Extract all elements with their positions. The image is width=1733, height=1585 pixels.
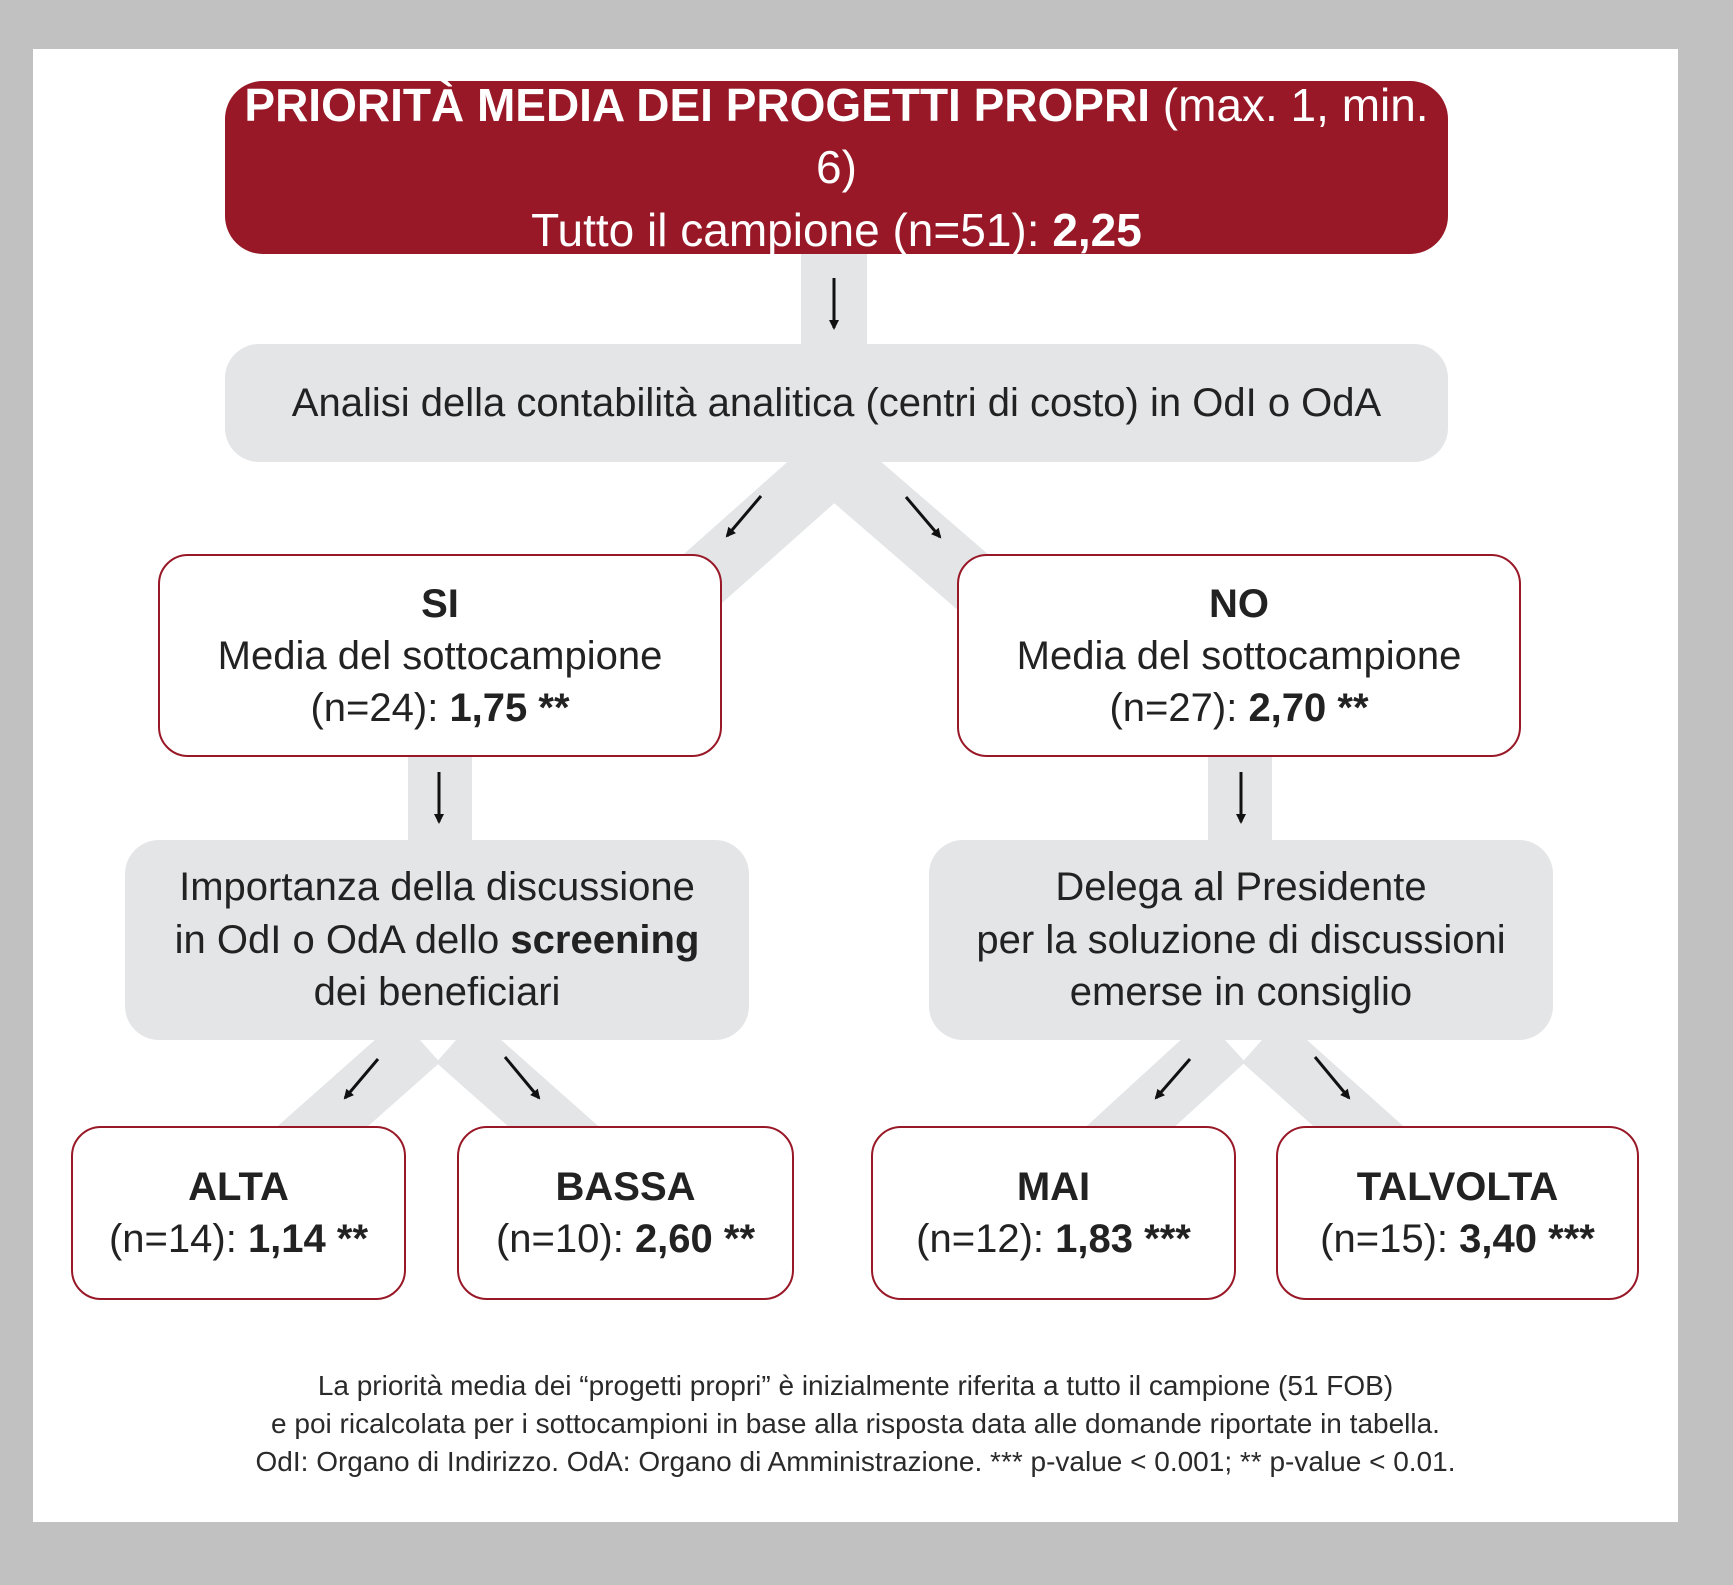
- leaf-talvolta-box: [1276, 1126, 1639, 1300]
- branch-no-label: NO: [1209, 581, 1269, 626]
- leaf-alta-n: (n=14):: [108, 1217, 237, 1261]
- branch-si-value: 1,75 **: [449, 685, 570, 730]
- root-sample-line: [531, 199, 1142, 261]
- branch-si-n: (n=24):: [310, 685, 439, 730]
- root-sample-value: 2,25: [1052, 203, 1142, 256]
- question-1-box: [225, 344, 1448, 462]
- question-3-line3: emerse in consiglio: [1069, 970, 1413, 1015]
- branch-si-label: SI: [421, 581, 459, 626]
- question-3-line1: Delega al Presidente: [1055, 864, 1427, 909]
- branch-no-value: 2,70 **: [1248, 685, 1369, 730]
- leaf-mai-n: (n=12):: [916, 1217, 1045, 1261]
- question-3-box: [929, 840, 1553, 1040]
- leaf-mai-result: [916, 1213, 1191, 1265]
- question-2-line2: [175, 914, 700, 967]
- question-2-line2-bold: screening: [510, 917, 700, 962]
- leaf-talvolta-value: 3,40 ***: [1459, 1217, 1595, 1261]
- branch-si-box: [158, 554, 722, 757]
- footnote-line3: OdI: Organo di Indirizzo. OdA: Organo di Amministrazione. *** p-value < 0.001; ** p-value < 0.01.: [255, 1446, 1456, 1478]
- leaf-bassa-label: BASSA: [555, 1165, 696, 1209]
- footnote-line2: e poi ricalcolata per i sottocampioni in base alla risposta data alle domande riportate in tabella.: [271, 1408, 1440, 1440]
- branch-si-result: [310, 682, 569, 734]
- leaf-bassa-result: [496, 1213, 755, 1265]
- leaf-talvolta-n: (n=15):: [1320, 1217, 1449, 1261]
- leaf-alta-box: [71, 1126, 406, 1300]
- branch-no-subtitle: Media del sottocampione: [1016, 633, 1462, 678]
- leaf-alta-value: 1,14 **: [247, 1217, 369, 1261]
- root-sample-label: Tutto il campione (n=51):: [531, 203, 1040, 256]
- leaf-bassa-n: (n=10):: [495, 1217, 624, 1261]
- leaf-bassa-box: [457, 1126, 794, 1300]
- branch-no-box: [957, 554, 1521, 757]
- question-2-line3: dei beneficiari: [313, 970, 561, 1015]
- question-3-line2: per la soluzione di discussioni: [976, 917, 1506, 962]
- footnote-line1: La priorità media dei “progetti propri” è inizialmente riferita a tutto il campione (51 FOB): [317, 1370, 1394, 1401]
- branch-no-result: [1109, 682, 1368, 734]
- leaf-mai-box: [871, 1126, 1236, 1300]
- branch-no-n: (n=27):: [1109, 685, 1238, 730]
- root-box: [225, 81, 1448, 254]
- question-2-box: [125, 840, 749, 1040]
- leaf-mai-label: MAI: [1016, 1165, 1091, 1209]
- root-title: PRIORITÀ MEDIA DEI PROGETTI PROPRI: [244, 79, 1150, 132]
- leaf-alta-label: ALTA: [188, 1165, 289, 1209]
- question-2-line2-prefix: in OdI o OdA dello: [174, 917, 500, 962]
- question-1-text: Analisi della contabilità analitica (centri di costo) in OdI o OdA: [291, 380, 1382, 425]
- footnote: [33, 1367, 1678, 1481]
- leaf-bassa-value: 2,60 **: [634, 1217, 756, 1261]
- leaf-talvolta-label: TALVOLTA: [1356, 1165, 1559, 1209]
- question-2-line1: Importanza della discussione: [179, 864, 695, 909]
- leaf-talvolta-result: [1320, 1213, 1595, 1265]
- branch-si-subtitle: Media del sottocampione: [217, 633, 663, 678]
- root-title-line: [225, 74, 1448, 198]
- leaf-alta-result: [109, 1213, 368, 1265]
- root-range: (max. 1, min. 6): [816, 79, 1429, 194]
- leaf-mai-value: 1,83 ***: [1055, 1217, 1191, 1261]
